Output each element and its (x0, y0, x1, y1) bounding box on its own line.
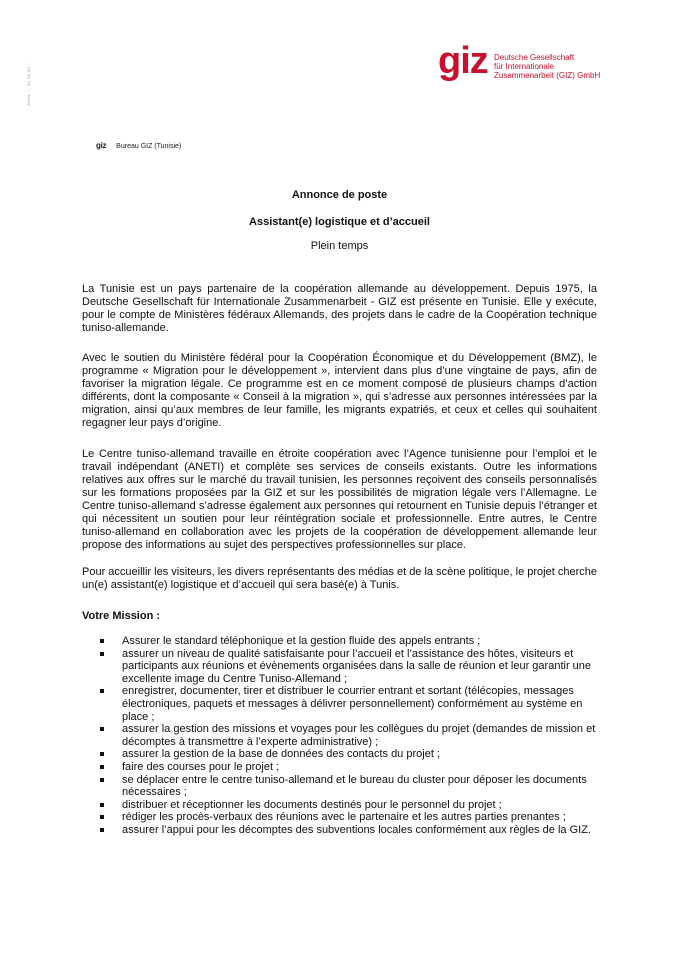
mission-item (82, 685, 602, 723)
mission-item (82, 824, 602, 837)
mission-text: rédiger les procès-verbaux des réunions avec le partenaire et les autres parties prenantes ; (122, 811, 566, 824)
logo-line: Deutsche Gesellschaft (494, 53, 575, 62)
logo-text (494, 53, 654, 80)
mission-text: assurer un niveau de qualité satisfaisante pour l’accueil et l’assistance des hôtes, visiteurs et participants aux réunions et évènements organisées dans la salle de réunion et leur garantir une excellente image du Centre Tuniso-Allemand ; (122, 647, 592, 685)
bullet-icon (100, 778, 104, 782)
mission-item (82, 723, 602, 748)
schedule-label: Plein temps (310, 240, 369, 252)
office-header (96, 141, 181, 150)
mission-item (82, 811, 602, 824)
mission-text: assurer l’appui pour les décomptes des subventions locales conformément aux règles de la GIZ. (122, 823, 591, 836)
bullet-icon (100, 752, 104, 756)
mission-item (82, 648, 602, 686)
announcement-title: Annonce de poste (291, 189, 388, 201)
bullet-icon (100, 803, 104, 807)
bullet-icon (100, 828, 104, 832)
office-logo-mark: giz (96, 141, 107, 150)
mission-text: distribuer et réceptionner les documents destinés pour le personnel du projet ; (122, 798, 502, 811)
mission-item (82, 761, 602, 774)
mission-text: assurer la gestion de la base de données des contacts du projet ; (122, 748, 440, 761)
paragraph-intro: La Tunisie est un pays partenaire de la coopération allemande au développement. Depuis 1975, la Deutsche Gesellschaft für Internationale Zusammenarbeit - GIZ est présente en Tunisie. Elle y exécute, pour le compte de Ministères fédéraux Allemands, des projets dans le cadre de la Coopération technique tuniso-allemande. (82, 283, 597, 334)
logo-line: Zusammenarbeit (GIZ) GmbH (494, 71, 601, 80)
office-label: Bureau GIZ (Tunisie) (116, 143, 182, 150)
paragraph-recruitment: Pour accueillir les visiteurs, les divers représentants des médias et de la scène politique, le projet cherche un(e) assistant(e) logistique et d’accueil qui sera basé(e) à Tunis. (82, 566, 597, 591)
mission-item (82, 635, 602, 648)
bullet-icon (100, 689, 104, 693)
logo-mark: giz (438, 40, 488, 82)
logo-line: für Internationale (494, 62, 555, 71)
mission-text: se déplacer entre le centre tuniso-allemand et le bureau du cluster pour déposer les documents nécessaires ; (122, 773, 587, 799)
bullet-icon (100, 639, 104, 643)
bullet-icon (100, 652, 104, 656)
paragraph-program: Avec le soutien du Ministère fédéral pour la Coopération Économique et du Développement (BMZ), le programme « Migration pour le développement », intervient dans plus d’une vingtaine de pays, afin de favoriser la migration légale. Ce programme est en ce moment composé de plusieurs champs d’action différents, dont la composante « Conseil à la migration », qui s’adresse aux personnes intéressées par la migration, ainsi qu’aux membres de leur famille, les migrants expatriés, et ceux et celles qui souhaitent regagner leur pays d’origine. (82, 352, 597, 429)
mission-text: Assurer le standard téléphonique et la gestion fluide des appels entrants ; (122, 635, 481, 647)
mission-text: faire des courses pour le projet ; (122, 760, 280, 773)
bullet-icon (100, 815, 104, 819)
side-note: Seite ... 01.01.01 ... (26, 60, 31, 106)
paragraph-centre: Le Centre tuniso-allemand travaille en étroite coopération avec l’Agence tunisienne pour l’emploi et le travail indépendant (ANETI) et complète ses services de conseils existants. Outre les informations relatives aux offres sur le marché du travail tunisien, les personnes reçoivent des conseils personnalisés sur les formations proposées par la GIZ et sur les possibilités de migration légale vers l’Allemagne. Le Centre tuniso-allemand s’adresse également aux personnes qui retournent en Tunisie depuis l’étranger et qui nécessitent un soutien pour leur réintégration sociale et professionnelle. Entre autres, le Centre tuniso-allemand en collaboration avec les projets de la coopération de développement allemande leur propose des informations au sujet des perspectives professionnelles sur place. (82, 448, 597, 551)
position-title: Assistant(e) logistique et d’accueil (249, 216, 430, 228)
mission-text: enregistrer, documenter, tirer et distribuer le courrier entrant et sortant (télécopies, messages électroniques, paquets et messages à délivrer personnellement) conformément au système en place ; (122, 685, 583, 723)
mission-item (82, 774, 602, 799)
bullet-icon (100, 727, 104, 731)
mission-text: assurer la gestion des missions et voyages pour les collègues du projet (demandes de mission et décomptes à transmettre à l’experte administrative) ; (122, 723, 596, 748)
mission-item (82, 799, 602, 812)
mission-item (82, 748, 602, 761)
mission-title: Votre Mission : (82, 610, 161, 622)
bullet-icon (100, 765, 104, 769)
mission-list (82, 635, 602, 837)
